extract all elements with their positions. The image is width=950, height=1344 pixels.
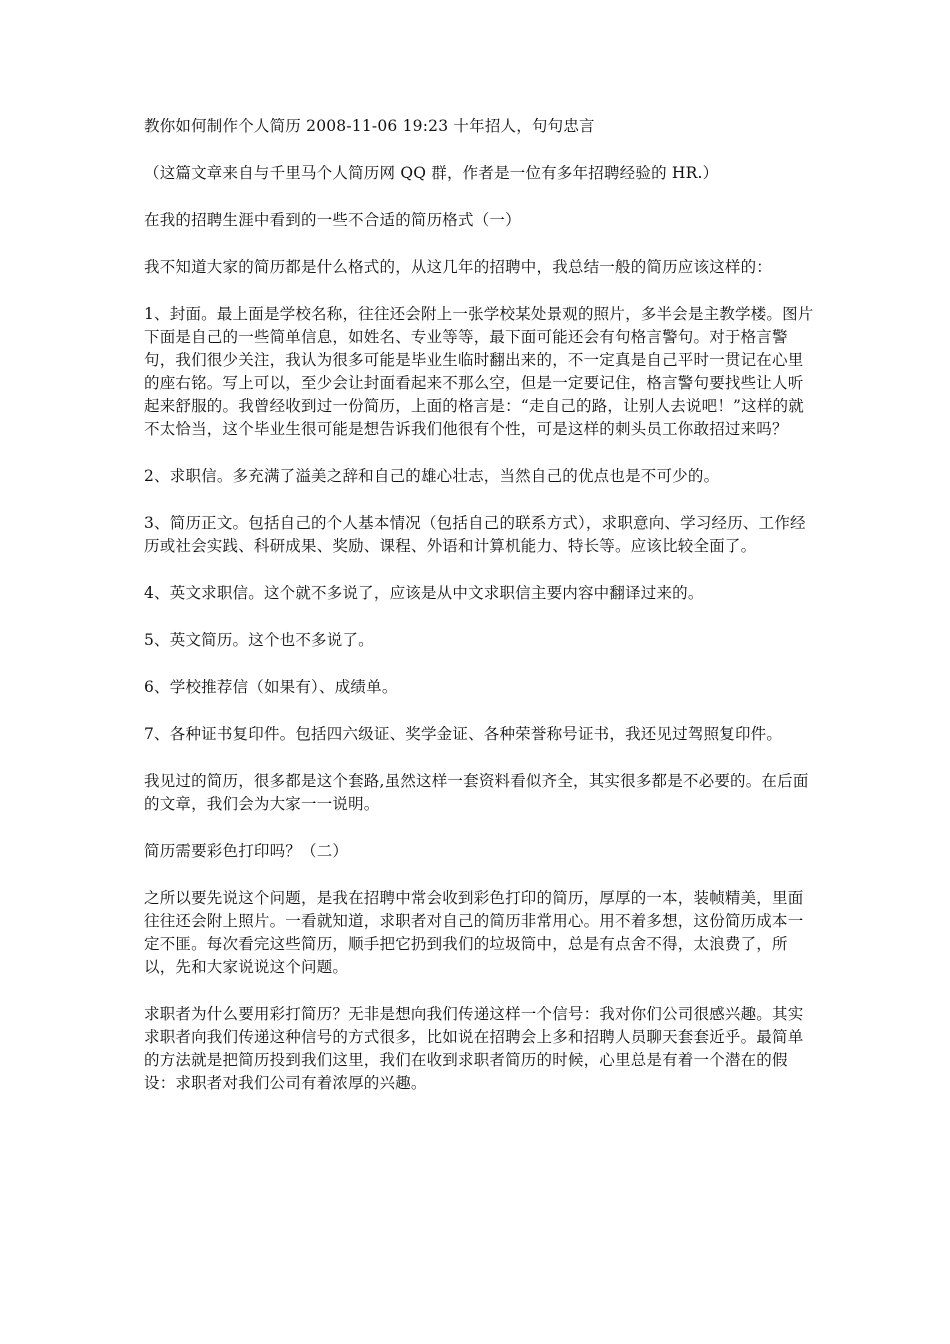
article-body	[144, 115, 814, 1119]
section-heading-2: 简历需要彩色打印吗？（二）	[144, 842, 349, 860]
list-item-resume-body: 3、简历正文。包括自己的个人基本情况（包括自己的联系方式），求职意向、学习经历、工作经历或社会实践、科研成果、奖励、课程、外语和计算机能力、特长等。应该比较全面了。	[144, 514, 806, 555]
source-note: （这篇文章来自与千里马个人简历网 QQ 群，作者是一位有多年招聘经验的 HR.）	[144, 164, 719, 182]
article-title-line: 教你如何制作个人简历 2008-11-06 19:23 十年招人，句句忠言	[144, 117, 595, 135]
intro-paragraph: 我不知道大家的简历都是什么格式的，从这几年的招聘中，我总结一般的简历应该这样的：	[144, 258, 773, 276]
list-item-cover-letter: 2、求职信。多充满了溢美之辞和自己的雄心壮志，当然自己的优点也是不可少的。	[144, 467, 720, 485]
color-print-paragraph: 之所以要先说这个问题，是我在招聘中常会收到彩色打印的简历，厚厚的一本，装帧精美，里面往往还会附上照片。一看就知道，求职者对自己的简历非常用心。用不着多想，这份简历成本一定不匪。每次看完这些简历，顺手把它扔到我们的垃圾筒中，总是有点舍不得，太浪费了，所以，先和大家说说这个问题。	[144, 889, 804, 976]
summary-paragraph: 我见过的简历，很多都是这个套路,虽然这样一套资料看似齐全，其实很多都是不必要的。在后面的文章，我们会为大家一一说明。	[144, 772, 809, 813]
list-item-cover: 1、封面。最上面是学校名称，往往还会附上一张学校某处景观的照片，多半会是主教学楼。图片下面是自己的一些简单信息，如姓名、专业等等，最下面可能还会有句格言警句。对于格言警句，我们很少关注，我认为很多可能是毕业生临时翻出来的，不一定真是自己平时一贯记在心里的座右铭。写上可以，至少会让封面看起来不那么空，但是一定要记住，格言警句要找些让人听起来舒服的。我曾经收到过一份简历，上面的格言是：“走自己的路，让别人去说吧！”这样的就不太恰当，这个毕业生很可能是想告诉我们他很有个性，可是这样的刺头员工你敢招过来吗？	[144, 305, 814, 438]
list-item-english-letter: 4、英文求职信。这个就不多说了，应该是从中文求职信主要内容中翻译过来的。	[144, 584, 704, 602]
section-heading-1: 在我的招聘生涯中看到的一些不合适的简历格式（一）	[144, 211, 521, 229]
list-item-recommendation: 6、学校推荐信（如果有）、成绩单。	[144, 678, 398, 696]
signal-paragraph: 求职者为什么要用彩打简历？无非是想向我们传递这样一个信号：我对你们公司很感兴趣。其实求职者向我们传递这种信号的方式很多，比如说在招聘会上多和招聘人员聊天套套近乎。最简单的方法就是把简历投到我们这里，我们在收到求职者简历的时候，心里总是有着一个潜在的假设：求职者对我们公司有着浓厚的兴趣。	[144, 1005, 804, 1092]
list-item-certificates: 7、各种证书复印件。包括四六级证、奖学金证、各种荣誉称号证书，我还见过驾照复印件。	[144, 725, 783, 743]
list-item-english-resume: 5、英文简历。这个也不多说了。	[144, 631, 374, 649]
